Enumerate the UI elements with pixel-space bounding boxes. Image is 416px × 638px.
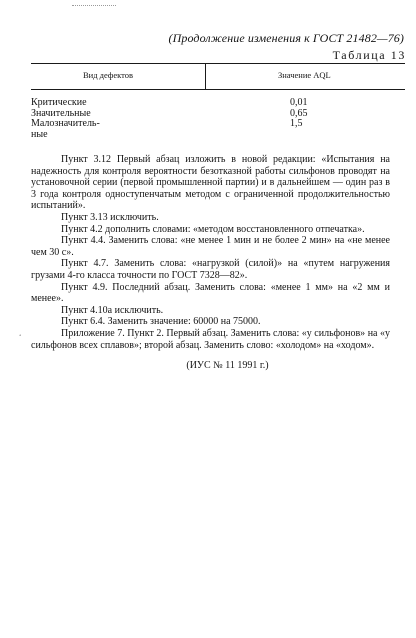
paragraph: Пункт 4.10а исключить. (61, 304, 164, 316)
scan-speck (72, 5, 116, 8)
table-column-divider (205, 63, 206, 89)
ius-reference: (ИУС № 11 1991 г.) (186, 360, 269, 372)
table-header-defect-type: Вид дефектов (83, 70, 134, 80)
paragraph: Пункт 4.2 дополнить словами: «методом восстановленного отпечатка». (61, 223, 365, 235)
paragraph: Пункт 4.4. Заменить слова: «не менее 1 мин и не более 2 мин» на «не менее чем 30 с». (31, 235, 390, 258)
table-cell-defect: ные (31, 128, 48, 140)
table-number: Таблица 13 (332, 48, 406, 62)
table-aql-column (290, 98, 308, 130)
table-cell-aql: 1,5 (290, 118, 303, 129)
table-top-rule (31, 63, 405, 64)
paragraph: Пункт 3.12 Первый абзац изложить в новой редакции: «Испытания на надежность для контроля вероятности безотказной работы сильфонов проводят на установочной серии (первой промышленной партии) и в дальнейшем — один раз в 3 года контроля одноступенчатым методом с ограниченной продолжительностью испытаний». (31, 154, 390, 212)
table-header-aql: Значение AQL (278, 70, 331, 80)
paragraph: Пункт 4.7. Заменить слова: «нагрузкой (силой)» на «путем нагружения грузами 4-го класса точности по ГОСТ 7328—82». (31, 258, 390, 281)
table-defect-column (31, 98, 100, 140)
table-cell-defect: Критические (31, 97, 87, 108)
paragraph: Пункт 6.4. Заменить значение: 60000 на 75000. (61, 316, 261, 328)
table-cell-defect: Значительные (31, 107, 91, 119)
amendment-text (31, 154, 390, 382)
table-cell-aql: 0,01 (290, 97, 308, 108)
table-cell-defect: Малозначитель- (31, 118, 100, 129)
table-header-rule (31, 89, 405, 90)
paragraph: Пункт 3.13 исключить. (61, 211, 159, 223)
continuation-header: (Продолжение изменения к ГОСТ 21482—76) (168, 31, 404, 45)
table-cell-aql: 0,65 (290, 107, 308, 119)
margin-mark: ‘ (19, 333, 22, 341)
paragraph: Приложение 7. Пункт 2. Первый абзац. Заменить слова: «у сильфонов» на «у сильфонов всех сплавов»; второй абзац. Заменить слово: «холодом» на «ходом». (31, 327, 390, 351)
paragraph: Пункт 4.9. Последний абзац. Заменить слова: «менее 1 мм» на «2 мм и менее». (31, 281, 390, 305)
